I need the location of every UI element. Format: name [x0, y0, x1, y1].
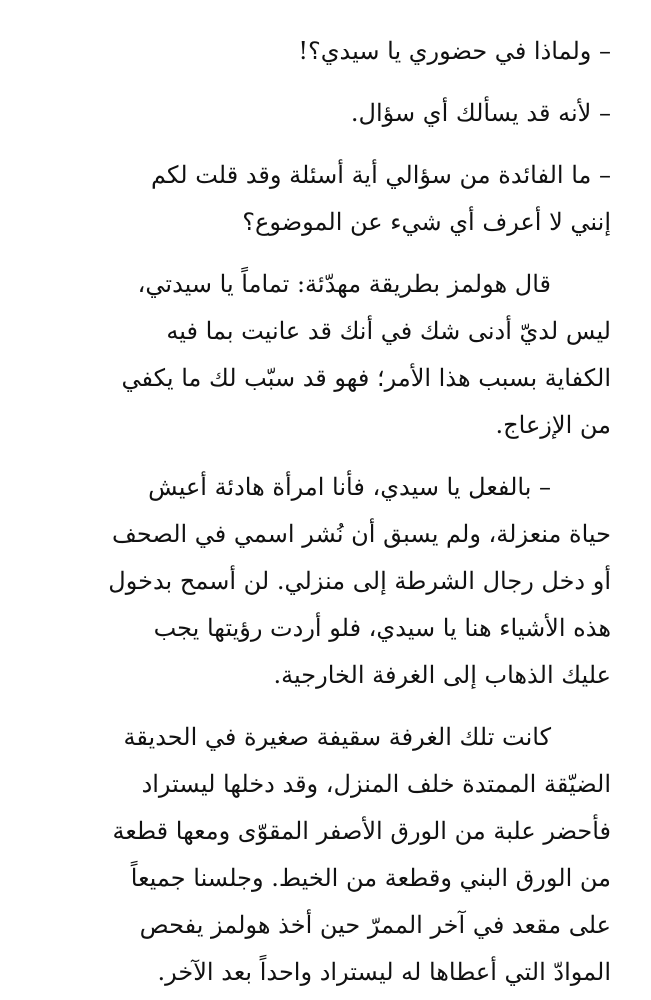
- text-line: الموادّ التي أعطاها له ليستراد واحداً بعد الآخر.: [157, 958, 611, 986]
- text-line: كانت تلك الغرفة سقيفة صغيرة في الحديقة: [123, 723, 551, 751]
- narration-paragraph-1: [40, 261, 611, 449]
- text-line: – ما الفائدة من سؤالي أية أسئلة وقد قلت لكم: [151, 161, 611, 189]
- text-line: أو دخل رجال الشرطة إلى منزلي. لن أسمح بدخول: [108, 567, 611, 595]
- dialog-paragraph-3: [40, 152, 611, 246]
- text-line: على مقعد في آخر الممرّ حين أخذ هولمز يفحص: [139, 911, 611, 939]
- dialog-paragraph-1: [40, 28, 611, 75]
- text-line: – ولماذا في حضوري يا سيدي؟!: [298, 37, 611, 65]
- text-line: من الورق البني وقطعة من الخيط. وجلسنا جميعاً: [130, 864, 611, 892]
- text-line: عليك الذهاب إلى الغرفة الخارجية.: [273, 661, 611, 689]
- text-line: حياة منعزلة، ولم يسبق أن نُشر اسمي في الصحف: [112, 520, 611, 548]
- text-line: قال هولمز بطريقة مهدّئة: تماماً يا سيدتي،: [137, 270, 551, 298]
- text-line: إنني لا أعرف أي شيء عن الموضوع؟: [242, 208, 611, 236]
- text-line: فأحضر علبة من الورق الأصفر المقوّى ومعها قطعة: [112, 817, 611, 845]
- text-line: هذه الأشياء هنا يا سيدي، فلو أردت رؤيتها يجب: [153, 614, 611, 642]
- text-line: – لأنه قد يسألك أي سؤال.: [350, 99, 611, 127]
- text-line: الكفاية بسبب هذا الأمر؛ فهو قد سبّب لك ما يكفي: [121, 364, 611, 392]
- text-line: الضيّقة الممتدة خلف المنزل، وقد دخلها ليستراد: [141, 770, 611, 798]
- narration-paragraph-2: [40, 714, 611, 996]
- text-line: من الإزعاج.: [495, 411, 611, 439]
- text-line: ليس لديّ أدنى شك في أنك قد عانيت بما فيه: [166, 317, 611, 345]
- dialog-paragraph-2: [40, 90, 611, 137]
- text-line: – بالفعل يا سيدي، فأنا امرأة هادئة أعيش: [148, 473, 551, 501]
- dialog-paragraph-4: [40, 464, 611, 699]
